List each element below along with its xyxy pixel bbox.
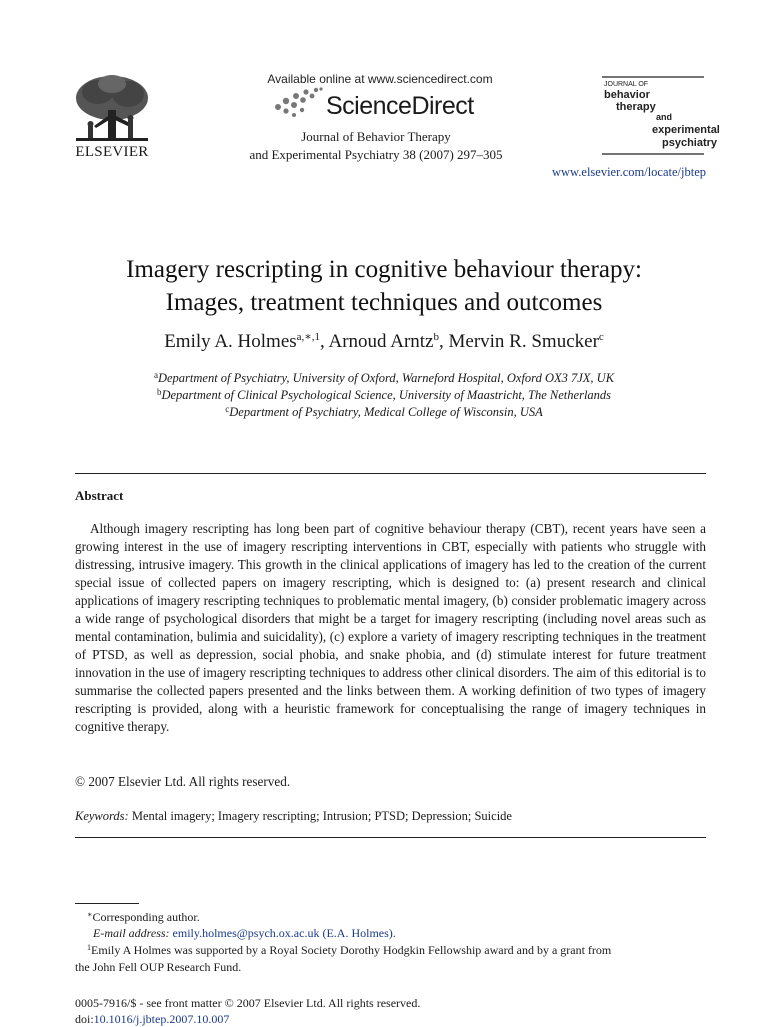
journal-url-link[interactable]: www.elsevier.com/locate/jbtep (552, 165, 706, 179)
affiliation: $^a$Department of Psychiatry, University of Oxford, Warneford Hospital, Oxford OX3 7JX, UK (153, 370, 615, 385)
author-list: Emily A. Holmes$^{a,∗,1}$, Arnoud Arntz$^b$, Mervin R. Smucker$^c$ (164, 331, 604, 352)
divider (75, 473, 706, 474)
article-title-line2: Images, treatment techniques and outcomes (165, 289, 603, 316)
doi-link[interactable]: 10.1016/j.jbtep.2007.10.007 (93, 1012, 230, 1026)
doi-line: doi:10.1016/j.jbtep.2007.10.007 (75, 1012, 230, 1026)
email-link[interactable]: emily.holmes@psych.ox.ac.uk (172, 926, 320, 940)
footnote-corresponding: ∗Corresponding author. (87, 910, 200, 924)
article-title-line1: Imagery rescripting in cognitive behaviour therapy: (126, 256, 642, 283)
publisher-name: ELSEVIER (75, 144, 149, 160)
author-name[interactable]: Emily A. Holmes (164, 331, 297, 352)
journal-volume: and Experimental Psychiatry 38 (2007) 297–305 (249, 147, 503, 162)
journal-logo-line5: experimental (652, 124, 720, 136)
author-affil-marker[interactable]: b (433, 331, 439, 343)
abstract-copyright: © 2007 Elsevier Ltd. All rights reserved. (75, 774, 291, 789)
journal-logo (600, 76, 720, 156)
journal-logo-line6: psychiatry (662, 137, 718, 149)
author-name[interactable]: Arnoud Arntz (328, 331, 434, 352)
footnote-email: E-mail address: emily.holmes@psych.ox.ac.uk (E.A. Holmes). (93, 926, 396, 940)
journal-logo-line2: behavior (604, 89, 650, 101)
author-affil-marker[interactable]: a,∗,1 (296, 331, 321, 343)
issn-line: 0005-7916/$ - see front matter © 2007 Elsevier Ltd. All rights reserved. (75, 996, 421, 1010)
sciencedirect-logo-text: ScienceDirect (326, 92, 474, 120)
abstract-text: Although imagery rescripting has long been part of cognitive behaviour therapy (CBT), recent years have seen a growing interest in the use of imagery rescripting interventions in CBT, especially with patients who struggle with distressing, intrusive imagery. This growth in the clinical applications of imagery has led to the creation of the current special issue of collected papers on imagery rescripting, which is designed to: (a) present research and clinical applications of imagery rescripting techniques to problematic mental imagery, (b) consider problematic imagery across a wide range of psychological disorders that might be a target for imagery rescripting (including novel areas such as mental contamination, bulimia and suicidality), (c) explore a variety of imagery rescripting techniques in the treatment of PTSD, as well as depression, social phobia, and snake phobia, and (d) stimulate interest for future treatment innovation in the use of imagery rescripting techniques to address other clinical disorders. The aim of this editorial is to summarise the collected papers presented and the links between them. A working definition of two types of imagery rescripting is provided, along with a heuristic framework for conceptualising the range of imagery techniques in cognitive therapy. (75, 521, 706, 734)
author-name[interactable]: Mervin R. Smucker (448, 331, 599, 352)
journal-logo-line1: JOURNAL OF (604, 81, 649, 88)
sciencedirect-dots-icon (272, 86, 324, 118)
journal-logo-line4: and (656, 112, 673, 122)
keywords: Keywords: Mental imagery; Imagery rescripting; Intrusion; PTSD; Depression; Suicide (75, 809, 512, 823)
footnote-funding-cont: the John Fell OUP Research Fund. (75, 960, 242, 974)
abstract-heading: Abstract (75, 488, 124, 503)
available-online-text: Available online at www.sciencedirect.com (267, 72, 493, 86)
journal-name: Journal of Behavior Therapy (301, 129, 451, 144)
journal-logo-line3: therapy (616, 101, 656, 113)
affiliation: $^c$Department of Psychiatry, Medical College of Wisconsin, USA (225, 404, 543, 419)
footnote-funding: $^1$Emily A Holmes was supported by a Royal Society Dorothy Hodgkin Fellowship award and by a grant from (87, 943, 612, 957)
author-affil-marker[interactable]: c (598, 331, 604, 343)
footnote-divider (75, 903, 139, 904)
divider (75, 837, 706, 838)
affiliation: $^b$Department of Clinical Psychological Science, University of Maastricht, The Netherlands (156, 387, 612, 402)
